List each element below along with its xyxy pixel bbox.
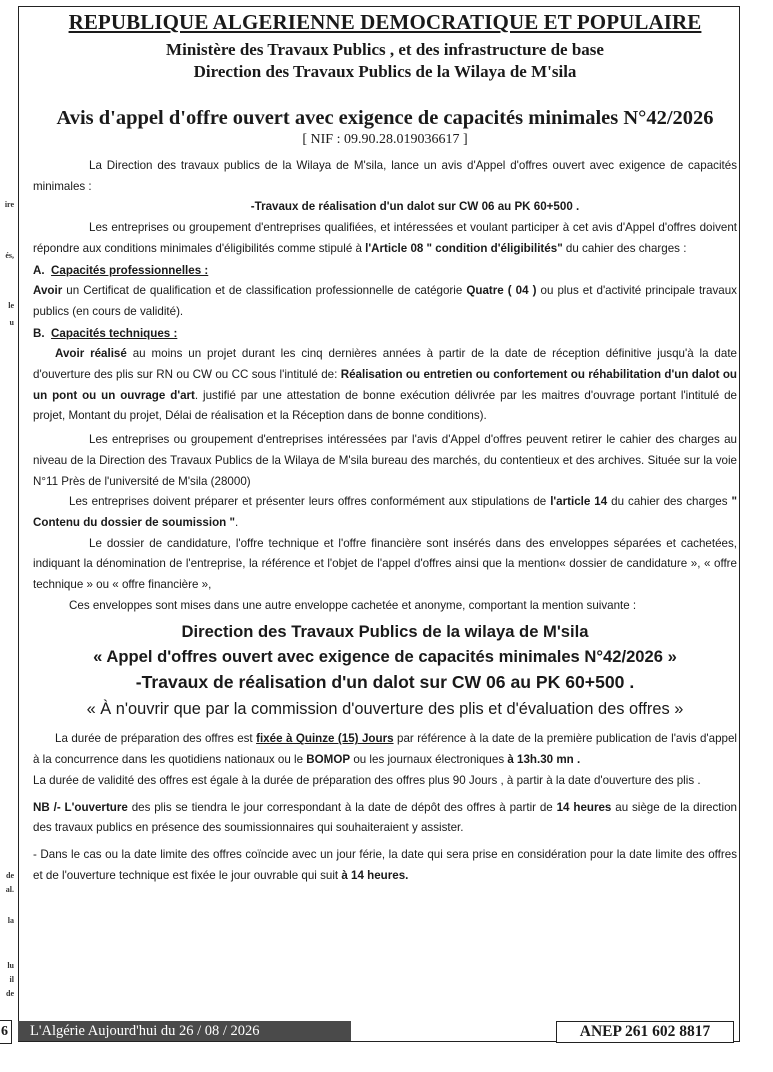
- text: - Dans le cas ou la date limite des offres coïncide avec un jour férie, la date qui sera prise en considération pour la date limite des offres et de l'ouverture technique est fixée le jour ouvrable qui suit: [33, 847, 737, 882]
- time-value: à 13h.30 mn .: [507, 753, 581, 767]
- newspaper-date-band: L'Algérie Aujourd'hui du 26 / 08 / 2026: [18, 1021, 351, 1041]
- ministry-heading: Ministère des Travaux Publics , et des infrastructure de base: [166, 40, 604, 59]
- text: au siège de la direction des travaux publics en présence des soumissionnaires qui souhaiteraient y assister.: [33, 800, 737, 835]
- tender-notice: [18, 6, 740, 1042]
- holiday-paragraph: [33, 845, 737, 886]
- republic-heading: REPUBLIQUE ALGERIENNE DEMOCRATIQUE ET POPULAIRE: [68, 10, 702, 34]
- nb-label: NB /- L'ouverture: [33, 800, 128, 814]
- adjacent-column-fragment: u: [9, 318, 14, 327]
- article-reference: l'Article 08 " condition d'éligibilités": [365, 241, 563, 255]
- project-line: -Travaux de réalisation d'un dalot sur CW 06 au PK 60+500 .: [250, 200, 580, 214]
- validity-paragraph: La durée de validité des offres est égale à la durée de préparation des offres plus 90 Jours , à partir à la date d'ouverture des plis .: [33, 773, 701, 787]
- adjacent-column-fragment: le: [8, 301, 14, 310]
- text: Les entreprises ou groupement d'entreprises qualifiées, et intéressées et voulant participer à cet avis d'Appel d'offres doivent répondre aux conditions minimales d'éligibilités comme stipulé à: [33, 221, 737, 255]
- envelopes-paragraph: Le dossier de candidature, l'offre technique et l'offre financière sont insérés dans des enveloppes séparées et cachetées, indiquant la dénomination de l'entreprise, la référence et l'objet de l'appel d'offres ainsi que la mention« dossier de candidature », « offre technique » ou « offre financière »,: [33, 536, 737, 592]
- adjacent-column-fragment: il: [9, 975, 14, 984]
- opening-time: 14 heures: [556, 800, 612, 814]
- text: du cahier des charges: [607, 495, 732, 509]
- duration-paragraph: [33, 729, 737, 770]
- page-number: 6: [0, 1020, 12, 1044]
- bomop-label: BOMOP: [306, 753, 351, 767]
- text: . justifié par une attestation de bonne exécution délivrée par les maitres d'ouvrage portant l'intitulé de projet, Montant du projet, Délai de réalisation et la Réception dans de bonne conditions).: [33, 388, 737, 423]
- text: Les entreprises doivent préparer et présenter leurs offres conformément aux stipulations de: [69, 495, 551, 509]
- adjacent-column-fragment: ire: [4, 200, 14, 209]
- outer-envelope-paragraph: Ces enveloppes sont mises dans une autre enveloppe cachetée et anonyme, comportant la mention suivante :: [69, 598, 637, 612]
- text: des plis se tiendra le jour correspondant à la date de dépôt des offres à partir de: [127, 800, 557, 814]
- text: La durée de préparation des offres est: [55, 732, 257, 746]
- envelope-tender-ref: « Appel d'offres ouvert avec exigence de capacités minimales N°42/2026 »: [93, 647, 677, 667]
- section-b-title: [33, 324, 737, 345]
- adjacent-column-fragment: és,: [5, 251, 14, 260]
- text: .: [234, 515, 239, 529]
- text: Avoir: [33, 284, 63, 298]
- text: au moins un projet durant les cinq dernières années à partir de la date de réception définitive jusqu'à la date d'ouverture des plis sur RN ou CW ou CC sous l'intitulé de:: [33, 347, 737, 382]
- intro-paragraph: La Direction des travaux publics de la Wilaya de M'sila, lance un avis d'Appel d'offres ouvert avec exigence de capacités minimales :: [33, 159, 737, 193]
- section-b-text: [33, 344, 737, 427]
- adjacent-column-fragment: de: [6, 989, 14, 998]
- envelope-project: -Travaux de réalisation d'un dalot sur CW 06 au PK 60+500 .: [135, 672, 635, 693]
- envelope-instruction: « À n'ouvrir que par la commission d'ouverture des plis et d'évaluation des offres »: [86, 700, 684, 719]
- article-reference: l'article 14: [550, 495, 608, 509]
- withdrawal-paragraph: Les entreprises ou groupement d'entreprises intéressées par l'avis d'Appel d'offres peuvent retirer le cahier des charges au niveau de la Direction des Travaux Publics de la Wilaya de M'sila bureau des marchés, du contentieux et des archives. Située sur la voie N°11 Près de l'université de M'sila (28000): [33, 433, 737, 488]
- section-label: B.: [33, 326, 45, 340]
- eligibility-paragraph: [33, 218, 737, 259]
- text: du cahier des charges :: [562, 241, 687, 255]
- duration-value: fixée à Quinze (15) Jours: [256, 732, 394, 746]
- text: ou plus et d'activité principale travaux publics (en cours de validité).: [33, 284, 737, 318]
- anep-reference: ANEP 261 602 8817: [556, 1021, 734, 1043]
- dossier-title: " Contenu du dossier de soumission ": [33, 495, 737, 529]
- text: un Certificat de qualification et de classification professionnelle de catégorie: [62, 284, 467, 298]
- text: Avoir réalisé: [55, 347, 127, 361]
- section-label: A.: [33, 263, 45, 277]
- section-a-text: [33, 281, 737, 322]
- adjacent-column-fragment: lu: [7, 961, 14, 970]
- section-heading: Capacités techniques :: [51, 326, 178, 340]
- section-heading: Capacités professionnelles :: [51, 263, 209, 277]
- works-type: Réalisation ou entretien ou confortement ou réhabilitation d'un dalot ou un pont ou un ouvrage d'art: [33, 368, 737, 402]
- notice-content: [33, 9, 737, 886]
- preparation-paragraph: [33, 492, 737, 533]
- nif-number: [ NIF : 09.90.28.019036617 ]: [302, 132, 468, 147]
- notice-title: Avis d'appel d'offre ouvert avec exigence de capacités minimales N°42/2026: [56, 107, 714, 129]
- text: par référence à la date de la première publication de l'avis d'appel à la concurrence dans les quotidiens nationaux ou le: [33, 732, 737, 767]
- opening-note: [33, 798, 737, 839]
- opening-time: à 14 heures.: [341, 868, 409, 882]
- adjacent-column-fragment: al.: [5, 885, 14, 894]
- adjacent-column-fragment: la: [7, 916, 14, 925]
- category-value: Quatre ( 04 ): [466, 284, 537, 298]
- section-a-title: [33, 261, 737, 282]
- envelope-direction: Direction des Travaux Publics de la wilaya de M'sila: [181, 622, 589, 642]
- adjacent-column-fragment: de: [6, 871, 14, 880]
- direction-heading: Direction des Travaux Publics de la Wilaya de M'sila: [193, 62, 577, 81]
- text: ou les journaux électroniques: [350, 753, 508, 767]
